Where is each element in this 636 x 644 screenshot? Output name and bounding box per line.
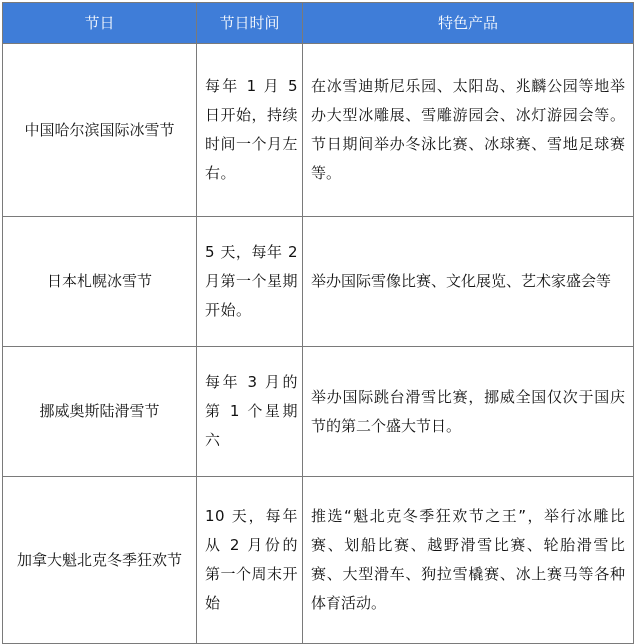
festival-products: 推选“魁北克冬季狂欢节之王”，举行冰雕比赛、划船比赛、越野滑雪比赛、轮胎滑雪比赛、大型滑车、狗拉雪橇赛、冰上赛马等各种体育活动。 (303, 477, 634, 644)
header-festival: 节日 (3, 3, 197, 44)
festival-name: 加拿大魁北克冬季狂欢节 (3, 477, 197, 644)
festival-time: 10 天，每年从 2 月份的第一个周末开始 (197, 477, 303, 644)
festival-time: 每年 1 月 5 日开始，持续时间一个月左右。 (197, 44, 303, 217)
festival-name: 日本札幌冰雪节 (3, 217, 197, 347)
table-row (3, 44, 634, 217)
festival-products: 举办国际雪像比赛、文化展览、艺术家盛会等 (303, 217, 634, 347)
festival-time: 每年 3 月的第 1 个星期六 (197, 347, 303, 477)
festival-products: 举办国际跳台滑雪比赛，挪威全国仅次于国庆节的第二个盛大节日。 (303, 347, 634, 477)
festival-time: 5 天，每年 2 月第一个星期开始。 (197, 217, 303, 347)
table-row (3, 217, 634, 347)
header-row (3, 3, 634, 44)
table-row (3, 347, 634, 477)
festival-name: 挪威奥斯陆滑雪节 (3, 347, 197, 477)
festival-name: 中国哈尔滨国际冰雪节 (3, 44, 197, 217)
festival-products: 在冰雪迪斯尼乐园、太阳岛、兆麟公园等地举办大型冰雕展、雪雕游园会、冰灯游园会等。节日期间举办冬泳比赛、冰球赛、雪地足球赛等。 (303, 44, 634, 217)
festival-table (2, 2, 634, 644)
header-festival-time: 节日时间 (197, 3, 303, 44)
header-featured-products: 特色产品 (303, 3, 634, 44)
table-row (3, 477, 634, 644)
